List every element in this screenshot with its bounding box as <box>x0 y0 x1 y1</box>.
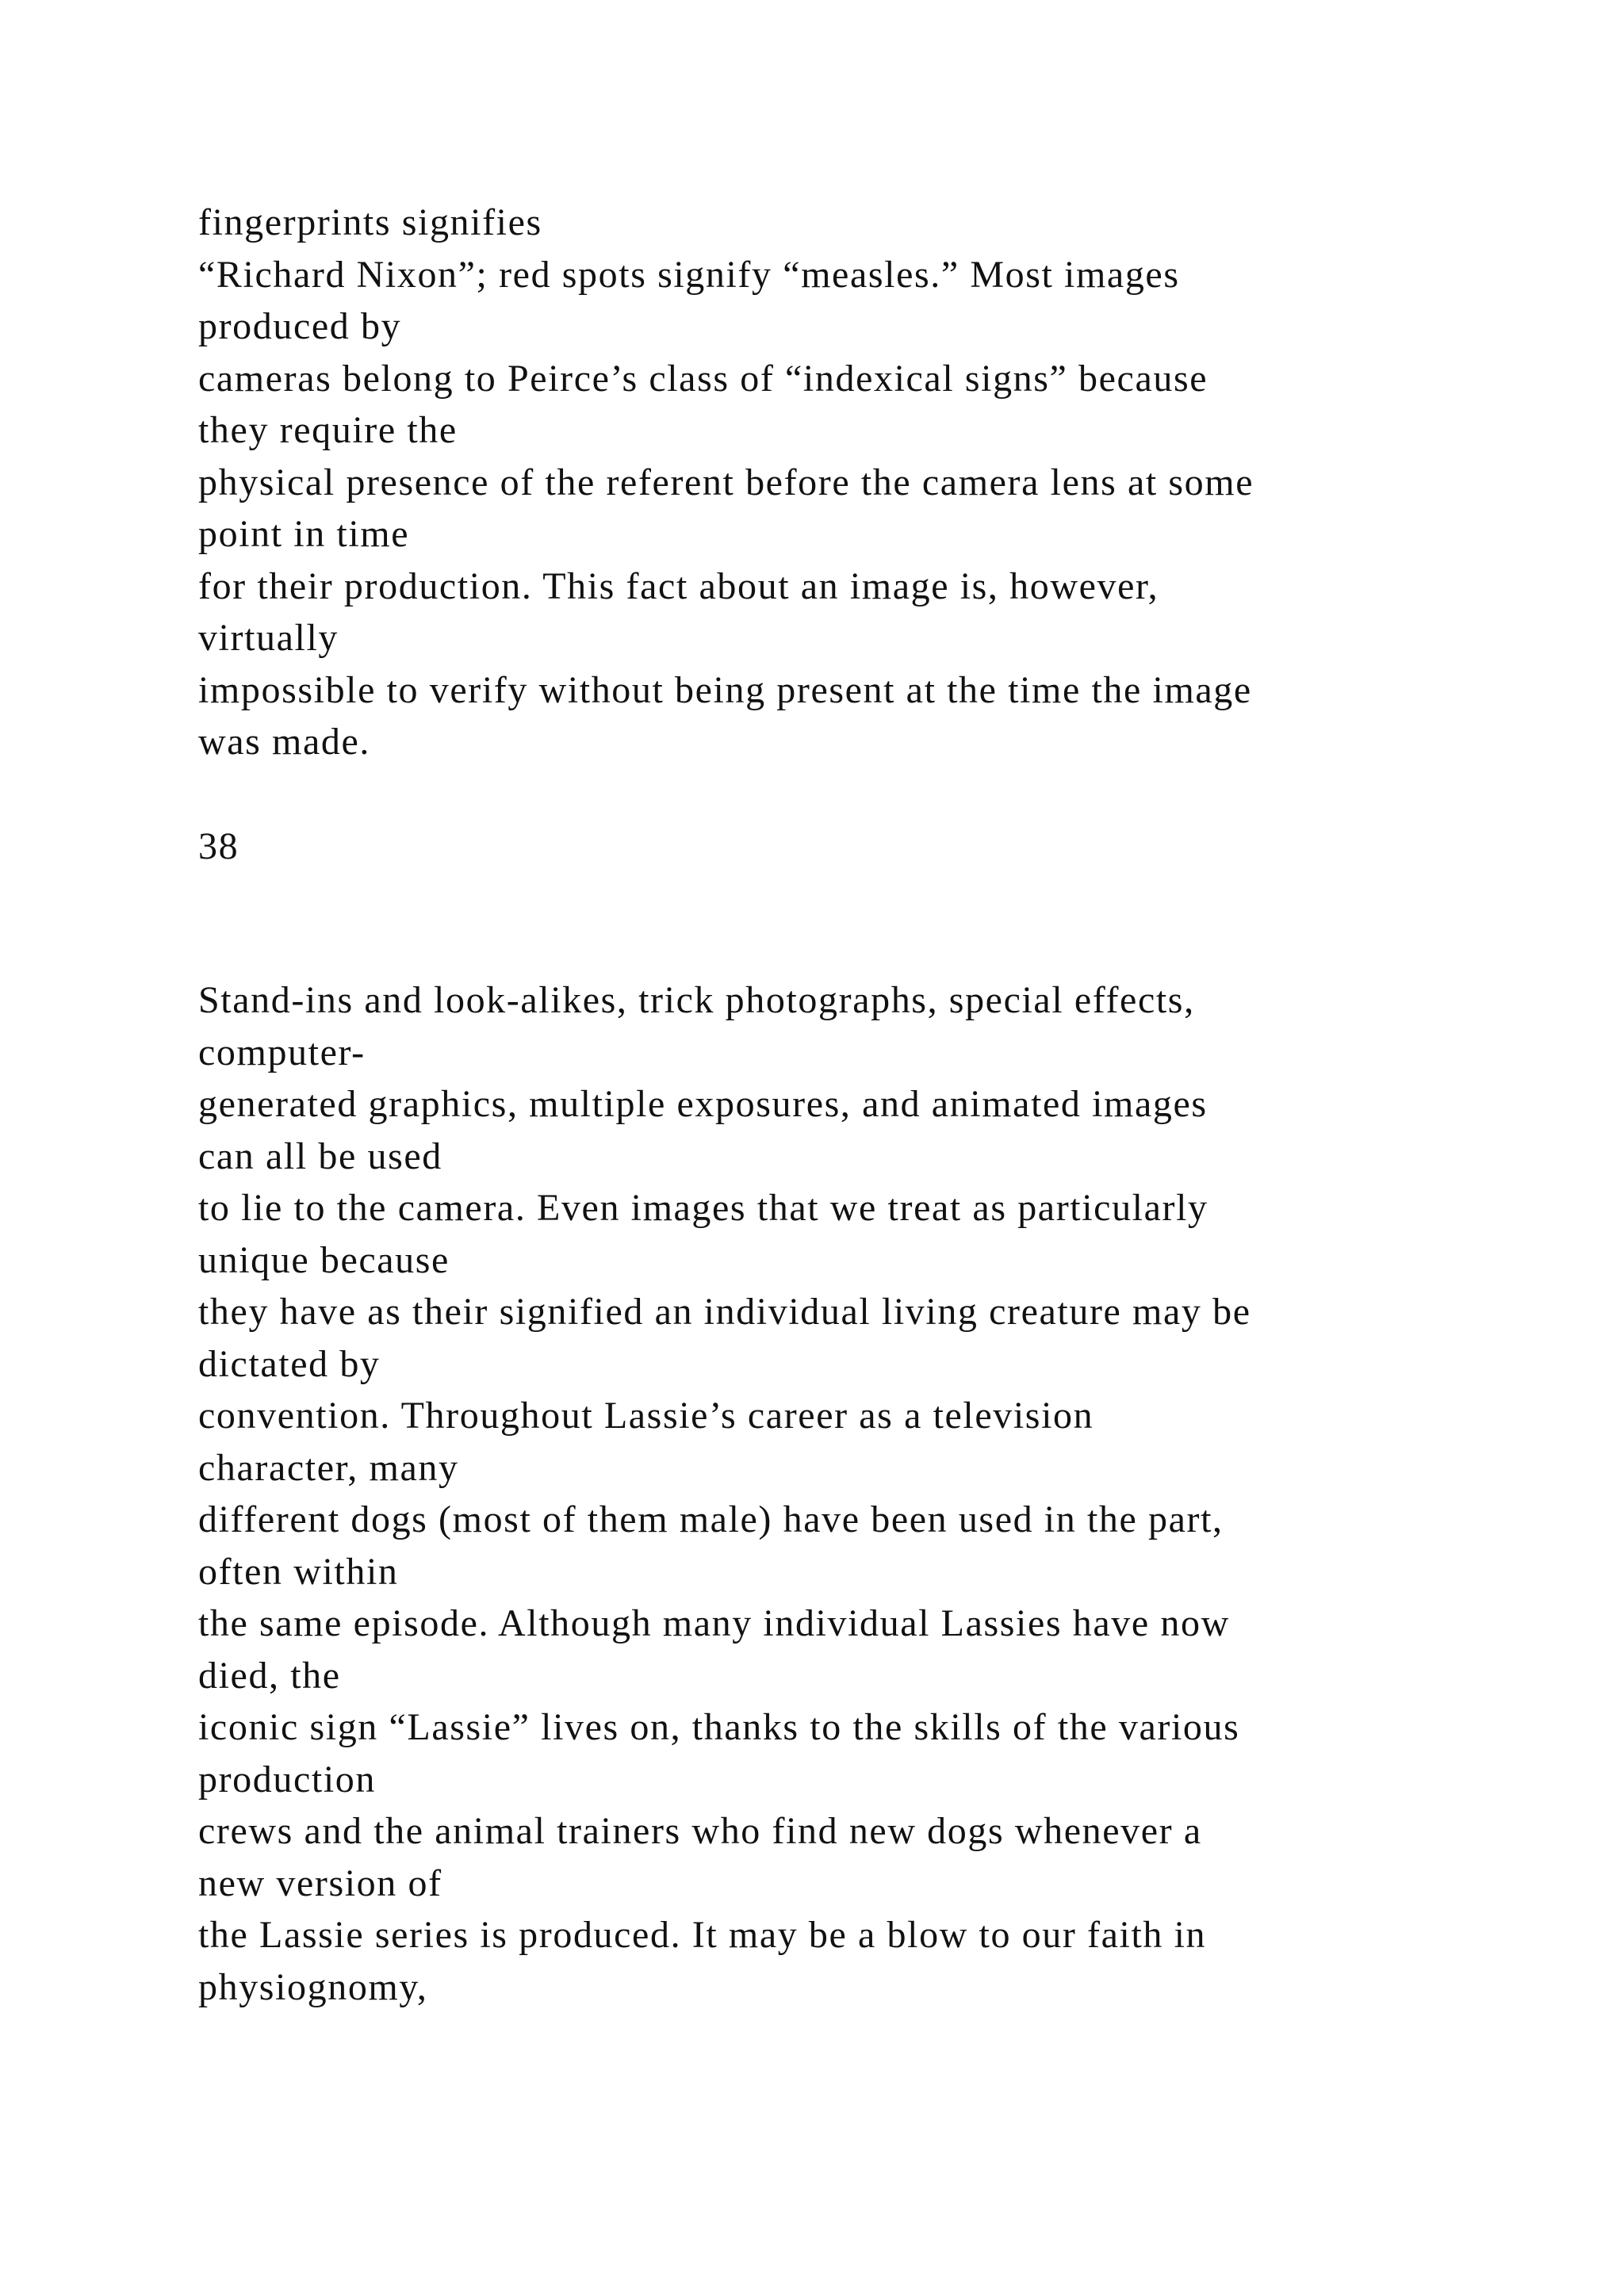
text-line: character, many <box>198 1447 459 1489</box>
text-line: for their production. This fact about an image is, however, <box>198 565 1159 607</box>
text-line: cameras belong to Peirce’s class of “indexical signs” because <box>198 358 1208 400</box>
text-line: they require the <box>198 409 458 451</box>
text-line: Stand-ins and look-alikes, trick photographs, special effects, <box>198 979 1195 1021</box>
footnote-number: 38 <box>198 825 239 867</box>
text-line: fingerprints signifies <box>198 201 542 243</box>
text-line: physical presence of the referent before the camera lens at some <box>198 461 1254 503</box>
text-line: generated graphics, multiple exposures, and animated images <box>198 1083 1208 1125</box>
text-line: iconic sign “Lassie” lives on, thanks to the skills of the various <box>198 1706 1240 1748</box>
text-line: to lie to the camera. Even images that we treat as particularly <box>198 1187 1208 1229</box>
text-line: can all be used <box>198 1135 442 1177</box>
text-line: impossible to verify without being present at the time the image <box>198 669 1252 711</box>
text-line: produced by <box>198 305 402 347</box>
text-line: dictated by <box>198 1343 381 1385</box>
text-line: physiognomy, <box>198 1966 428 2008</box>
text-line: the Lassie series is produced. It may be a blow to our faith in <box>198 1914 1207 1956</box>
text-line: “Richard Nixon”; red spots signify “measles.” Most images <box>198 254 1180 296</box>
text-line: often within <box>198 1551 399 1593</box>
text-line: was made. <box>198 721 370 763</box>
text-line: died, the <box>198 1655 341 1697</box>
text-line: production <box>198 1758 376 1800</box>
text-line: the same episode. Although many individual Lassies have now <box>198 1602 1230 1644</box>
text-line: different dogs (most of them male) have been used in the part, <box>198 1498 1224 1540</box>
text-line: unique because <box>198 1239 450 1281</box>
text-line: convention. Throughout Lassie’s career as a television <box>198 1395 1094 1437</box>
text-line: they have as their signified an individual living creature may be <box>198 1291 1251 1333</box>
text-line: virtually <box>198 617 339 659</box>
text-line: crews and the animal trainers who find new dogs whenever a <box>198 1810 1202 1852</box>
text-line: point in time <box>198 513 410 555</box>
text-line: new version of <box>198 1862 442 1904</box>
text-line: computer- <box>198 1031 366 1073</box>
